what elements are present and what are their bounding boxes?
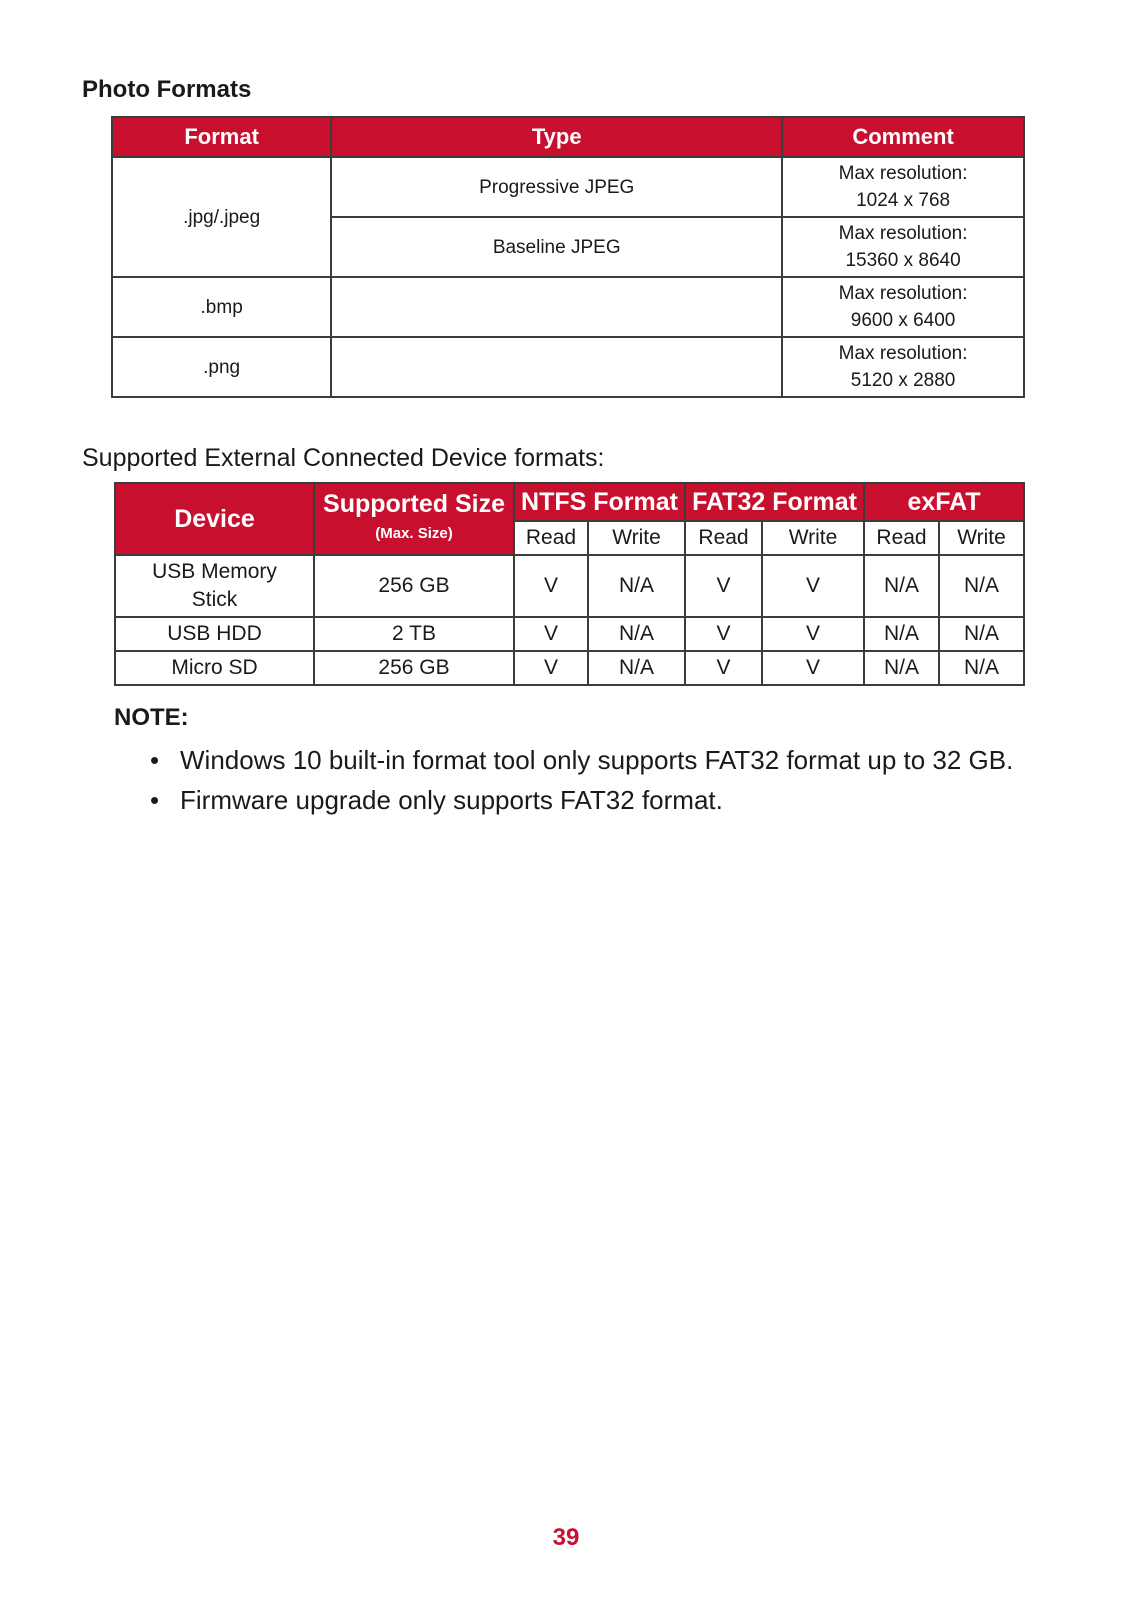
ntfs-read-cell: V — [514, 555, 588, 617]
device-cell — [115, 555, 314, 617]
type-cell: Progressive JPEG — [331, 157, 782, 217]
fat32-read-cell: V — [685, 617, 762, 651]
bullet-icon: • — [150, 785, 160, 815]
table-header-row — [115, 483, 1024, 521]
ntfs-write-cell: N/A — [588, 555, 685, 617]
type-cell: Baseline JPEG — [331, 217, 782, 277]
size-cell: 256 GB — [314, 651, 514, 685]
fat32-read-cell: V — [685, 651, 762, 685]
ntfs-read-cell: V — [514, 617, 588, 651]
table-row — [115, 555, 1024, 617]
size-cell: 256 GB — [314, 555, 514, 617]
note-list — [150, 740, 1013, 820]
list-item — [150, 780, 1013, 820]
column-header-type: Type — [331, 117, 782, 157]
device-formats-table — [114, 482, 1025, 686]
format-cell: .png — [112, 337, 331, 397]
page-number: 39 — [552, 1524, 580, 1551]
table-row — [112, 157, 1024, 217]
comment-cell — [782, 157, 1024, 217]
max-size-label: (Max. Size) — [375, 525, 453, 542]
note-label: NOTE: — [114, 704, 189, 731]
column-header-device: Device — [115, 483, 314, 555]
subheader-write: Write — [588, 521, 685, 555]
bullet-icon: • — [150, 745, 160, 775]
supported-size-label: Supported Size — [323, 490, 505, 518]
device-cell: Micro SD — [115, 651, 314, 685]
exfat-write-cell: N/A — [939, 617, 1024, 651]
comment-line: Max resolution: — [838, 343, 968, 364]
exfat-read-cell: N/A — [864, 651, 939, 685]
size-cell: 2 TB — [314, 617, 514, 651]
column-header-exfat: exFAT — [864, 483, 1024, 521]
subheader-read: Read — [514, 521, 588, 555]
subheader-write: Write — [762, 521, 864, 555]
column-header-format: Format — [112, 117, 331, 157]
subheader-read: Read — [685, 521, 762, 555]
photo-formats-title: Photo Formats — [82, 76, 252, 103]
exfat-read-cell: N/A — [864, 617, 939, 651]
comment-cell — [782, 337, 1024, 397]
list-item — [150, 740, 1013, 780]
subheader-write: Write — [939, 521, 1024, 555]
column-header-comment: Comment — [782, 117, 1024, 157]
table-row — [112, 277, 1024, 337]
table-row — [112, 337, 1024, 397]
format-cell: .bmp — [112, 277, 331, 337]
comment-value: 5120 x 2880 — [850, 370, 956, 391]
note-text: Firmware upgrade only supports FAT32 format. — [180, 785, 723, 815]
fat32-write-cell: V — [762, 651, 864, 685]
device-formats-intro: Supported External Connected Device formats: — [82, 444, 605, 472]
device-name: USB Memory — [152, 560, 277, 583]
device-name-cont: Stick — [191, 588, 238, 611]
fat32-write-cell: V — [762, 555, 864, 617]
comment-value: 1024 x 768 — [856, 190, 951, 211]
ntfs-write-cell: N/A — [588, 617, 685, 651]
device-cell: USB HDD — [115, 617, 314, 651]
comment-cell — [782, 217, 1024, 277]
comment-cell — [782, 277, 1024, 337]
comment-line: Max resolution: — [838, 283, 968, 304]
exfat-write-cell: N/A — [939, 651, 1024, 685]
fat32-write-cell: V — [762, 617, 864, 651]
fat32-read-cell: V — [685, 555, 762, 617]
comment-value: 15360 x 8640 — [845, 250, 961, 271]
comment-value: 9600 x 6400 — [850, 310, 956, 331]
format-cell: .jpg/.jpeg — [112, 157, 331, 277]
comment-line: Max resolution: — [838, 163, 968, 184]
exfat-read-cell: N/A — [864, 555, 939, 617]
column-header-fat32: FAT32 Format — [685, 483, 864, 521]
type-cell — [331, 337, 782, 397]
table-row — [115, 651, 1024, 685]
ntfs-write-cell: N/A — [588, 651, 685, 685]
type-cell — [331, 277, 782, 337]
note-text: Windows 10 built-in format tool only supports FAT32 format up to 32 GB. — [180, 745, 1014, 775]
photo-formats-table — [111, 116, 1025, 398]
exfat-write-cell: N/A — [939, 555, 1024, 617]
table-row — [115, 617, 1024, 651]
subheader-read: Read — [864, 521, 939, 555]
comment-line: Max resolution: — [838, 223, 968, 244]
ntfs-read-cell: V — [514, 651, 588, 685]
table-header-row — [112, 117, 1024, 157]
column-header-ntfs: NTFS Format — [514, 483, 685, 521]
column-header-size — [314, 483, 514, 555]
